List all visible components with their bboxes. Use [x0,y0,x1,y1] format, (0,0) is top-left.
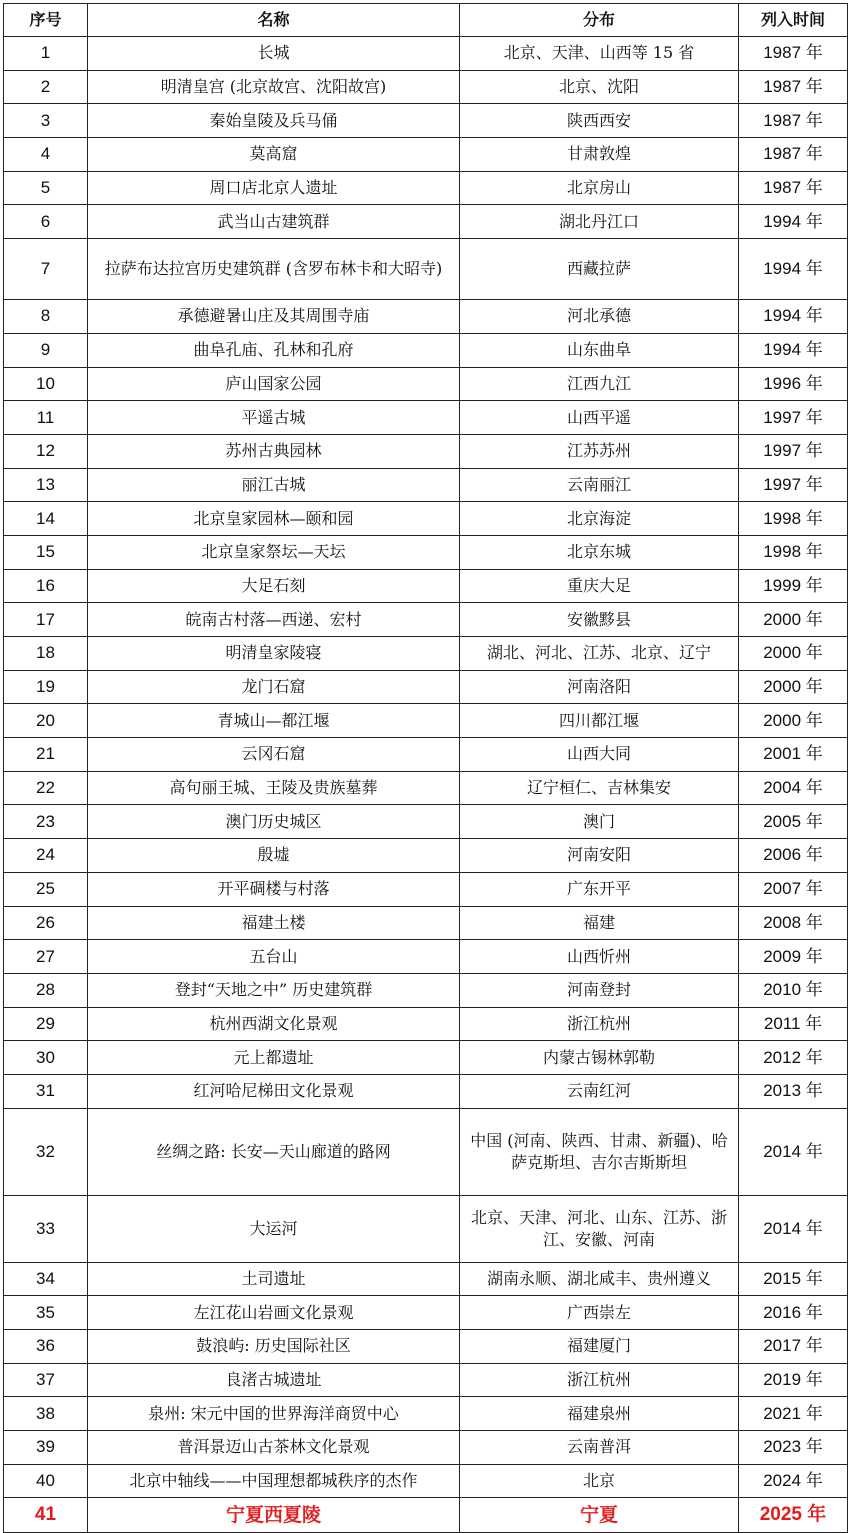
heritage-distribution: 安徽黟县 [460,603,739,637]
heritage-name: 鼓浪屿: 历史国际社区 [88,1330,460,1364]
row-number: 13 [4,468,88,502]
inscription-year: 2004 年 [739,771,848,805]
heritage-name: 龙门石窟 [88,670,460,704]
inscription-year: 2008 年 [739,906,848,940]
row-number: 21 [4,738,88,772]
heritage-name: 大运河 [88,1195,460,1262]
heritage-distribution: 山东曲阜 [460,333,739,367]
heritage-name: 高句丽王城、王陵及贵族墓葬 [88,771,460,805]
heritage-distribution: 浙江杭州 [460,1363,739,1397]
inscription-year: 1994 年 [739,300,848,334]
table-row [4,1330,848,1364]
inscription-year: 2014 年 [739,1195,848,1262]
row-number: 17 [4,603,88,637]
heritage-distribution: 澳门 [460,805,739,839]
table-row [4,771,848,805]
heritage-distribution: 湖南永顺、湖北咸丰、贵州遵义 [460,1262,739,1296]
table-row [4,973,848,1007]
heritage-name: 普洱景迈山古茶林文化景观 [88,1431,460,1465]
heritage-distribution: 山西忻州 [460,940,739,974]
heritage-name: 曲阜孔庙、孔林和孔府 [88,333,460,367]
heritage-distribution: 河南登封 [460,973,739,1007]
row-number: 32 [4,1108,88,1195]
table-row [4,1431,848,1465]
table-row [4,239,848,300]
row-number: 36 [4,1330,88,1364]
heritage-name: 泉州: 宋元中国的世界海洋商贸中心 [88,1397,460,1431]
heritage-name: 北京皇家园林—颐和园 [88,502,460,536]
row-number: 39 [4,1431,88,1465]
heritage-distribution: 福建泉州 [460,1397,739,1431]
heritage-name: 云冈石窟 [88,738,460,772]
inscription-year: 1987 年 [739,104,848,138]
inscription-year: 2010 年 [739,973,848,1007]
row-number: 27 [4,940,88,974]
inscription-year: 2005 年 [739,805,848,839]
row-number: 18 [4,637,88,671]
heritage-name: 北京皇家祭坛—天坛 [88,535,460,569]
table-row [4,569,848,603]
inscription-year: 2009 年 [739,940,848,974]
heritage-distribution: 重庆大足 [460,569,739,603]
table-row [4,670,848,704]
heritage-distribution: 辽宁桓仁、吉林集安 [460,771,739,805]
heritage-distribution: 宁夏 [460,1498,739,1533]
heritage-distribution: 浙江杭州 [460,1007,739,1041]
heritage-distribution: 北京、天津、山西等 15 省 [460,37,739,71]
inscription-year: 2013 年 [739,1074,848,1108]
table-row [4,434,848,468]
heritage-name: 土司遗址 [88,1262,460,1296]
table-row [4,1108,848,1195]
table-row [4,205,848,239]
heritage-distribution: 河北承德 [460,300,739,334]
heritage-distribution: 西藏拉萨 [460,239,739,300]
heritage-name: 丽江古城 [88,468,460,502]
row-number: 5 [4,171,88,205]
inscription-year: 2023 年 [739,1431,848,1465]
row-number: 40 [4,1464,88,1498]
heritage-distribution: 江西九江 [460,367,739,401]
row-number: 8 [4,300,88,334]
inscription-year: 2021 年 [739,1397,848,1431]
row-number: 33 [4,1195,88,1262]
inscription-year: 2007 年 [739,872,848,906]
row-number: 6 [4,205,88,239]
heritage-distribution: 北京东城 [460,535,739,569]
heritage-distribution: 河南安阳 [460,839,739,873]
header-row [4,4,848,37]
heritage-name: 苏州古典园林 [88,434,460,468]
heritage-name: 承德避暑山庄及其周围寺庙 [88,300,460,334]
heritage-distribution: 湖北、河北、江苏、北京、辽宁 [460,637,739,671]
table-row [4,1041,848,1075]
table-row [4,738,848,772]
table-body [4,37,848,1533]
row-number: 11 [4,401,88,435]
header-distribution: 分布 [460,4,739,37]
inscription-year: 1997 年 [739,401,848,435]
inscription-year: 2000 年 [739,704,848,738]
heritage-name: 丝绸之路: 长安—天山廊道的路网 [88,1108,460,1195]
table-row [4,70,848,104]
table-row [4,535,848,569]
inscription-year: 2019 年 [739,1363,848,1397]
table-row [4,1074,848,1108]
heritage-distribution: 广东开平 [460,872,739,906]
heritage-name: 登封“天地之中” 历史建筑群 [88,973,460,1007]
heritage-distribution: 云南丽江 [460,468,739,502]
heritage-name: 元上都遗址 [88,1041,460,1075]
heritage-name: 皖南古村落—西递、宏村 [88,603,460,637]
heritage-distribution: 北京、天津、河北、山东、江苏、浙江、安徽、河南 [460,1195,739,1262]
heritage-name: 拉萨布达拉宫历史建筑群 (含罗布林卡和大昭寺) [88,239,460,300]
row-number: 29 [4,1007,88,1041]
inscription-year: 2011 年 [739,1007,848,1041]
inscription-year: 2012 年 [739,1041,848,1075]
heritage-name: 莫高窟 [88,138,460,172]
row-number: 23 [4,805,88,839]
inscription-year: 1997 年 [739,434,848,468]
row-number: 14 [4,502,88,536]
table-row [4,138,848,172]
inscription-year: 1998 年 [739,502,848,536]
row-number: 19 [4,670,88,704]
header-year: 列入时间 [739,4,848,37]
row-number: 26 [4,906,88,940]
row-number: 16 [4,569,88,603]
heritage-name: 大足石刻 [88,569,460,603]
table-row [4,401,848,435]
heritage-distribution: 福建厦门 [460,1330,739,1364]
table-row [4,502,848,536]
inscription-year: 1987 年 [739,70,848,104]
table-row [4,171,848,205]
table-row [4,104,848,138]
heritage-name: 青城山—都江堰 [88,704,460,738]
table-row [4,1262,848,1296]
heritage-name: 澳门历史城区 [88,805,460,839]
row-number: 35 [4,1296,88,1330]
row-number: 24 [4,839,88,873]
heritage-name: 红河哈尼梯田文化景观 [88,1074,460,1108]
inscription-year: 1987 年 [739,138,848,172]
row-number: 9 [4,333,88,367]
heritage-name: 宁夏西夏陵 [88,1498,460,1533]
heritage-distribution: 北京、沈阳 [460,70,739,104]
row-number: 1 [4,37,88,71]
row-number: 20 [4,704,88,738]
heritage-name: 杭州西湖文化景观 [88,1007,460,1041]
heritage-name: 五台山 [88,940,460,974]
inscription-year: 2024 年 [739,1464,848,1498]
inscription-year: 1994 年 [739,205,848,239]
table-row [4,805,848,839]
heritage-distribution: 云南红河 [460,1074,739,1108]
inscription-year: 2000 年 [739,637,848,671]
table-row [4,37,848,71]
heritage-distribution: 内蒙古锡林郭勒 [460,1041,739,1075]
inscription-year: 2006 年 [739,839,848,873]
heritage-table [3,3,848,1533]
heritage-distribution: 陕西西安 [460,104,739,138]
table-row [4,603,848,637]
heritage-name: 开平碉楼与村落 [88,872,460,906]
heritage-name: 平遥古城 [88,401,460,435]
inscription-year: 1987 年 [739,37,848,71]
table-row [4,906,848,940]
table-row [4,1195,848,1262]
row-number: 31 [4,1074,88,1108]
heritage-name: 秦始皇陵及兵马俑 [88,104,460,138]
table-row [4,1296,848,1330]
row-number: 41 [4,1498,88,1533]
row-number: 22 [4,771,88,805]
inscription-year: 1996 年 [739,367,848,401]
table-row [4,468,848,502]
heritage-name: 良渚古城遗址 [88,1363,460,1397]
table-row [4,1498,848,1533]
row-number: 34 [4,1262,88,1296]
row-number: 30 [4,1041,88,1075]
table-row [4,940,848,974]
inscription-year: 1998 年 [739,535,848,569]
row-number: 7 [4,239,88,300]
heritage-distribution: 山西平遥 [460,401,739,435]
row-number: 10 [4,367,88,401]
heritage-name: 福建土楼 [88,906,460,940]
header-name: 名称 [88,4,460,37]
heritage-distribution: 北京 [460,1464,739,1498]
inscription-year: 2025 年 [739,1498,848,1533]
heritage-name: 周口店北京人遗址 [88,171,460,205]
heritage-distribution: 山西大同 [460,738,739,772]
table-row [4,637,848,671]
heritage-distribution: 北京房山 [460,171,739,205]
heritage-distribution: 中国 (河南、陕西、甘肃、新疆)、哈萨克斯坦、吉尔吉斯斯坦 [460,1108,739,1195]
table-row [4,704,848,738]
heritage-name: 北京中轴线——中国理想都城秩序的杰作 [88,1464,460,1498]
heritage-distribution: 广西崇左 [460,1296,739,1330]
inscription-year: 2016 年 [739,1296,848,1330]
row-number: 15 [4,535,88,569]
heritage-distribution: 云南普洱 [460,1431,739,1465]
row-number: 25 [4,872,88,906]
header-no: 序号 [4,4,88,37]
table-row [4,300,848,334]
heritage-name: 殷墟 [88,839,460,873]
heritage-distribution: 江苏苏州 [460,434,739,468]
heritage-name: 长城 [88,37,460,71]
inscription-year: 2015 年 [739,1262,848,1296]
table-row [4,333,848,367]
row-number: 3 [4,104,88,138]
inscription-year: 2001 年 [739,738,848,772]
heritage-name: 左江花山岩画文化景观 [88,1296,460,1330]
heritage-name: 明清皇家陵寝 [88,637,460,671]
table-row [4,367,848,401]
table-row [4,1007,848,1041]
row-number: 38 [4,1397,88,1431]
inscription-year: 1994 年 [739,333,848,367]
inscription-year: 1994 年 [739,239,848,300]
heritage-distribution: 福建 [460,906,739,940]
inscription-year: 2017 年 [739,1330,848,1364]
row-number: 12 [4,434,88,468]
heritage-distribution: 四川都江堰 [460,704,739,738]
row-number: 28 [4,973,88,1007]
row-number: 2 [4,70,88,104]
inscription-year: 2000 年 [739,670,848,704]
inscription-year: 2000 年 [739,603,848,637]
heritage-name: 明清皇宫 (北京故宫、沈阳故宫) [88,70,460,104]
heritage-name: 武当山古建筑群 [88,205,460,239]
row-number: 4 [4,138,88,172]
row-number: 37 [4,1363,88,1397]
inscription-year: 1997 年 [739,468,848,502]
inscription-year: 1999 年 [739,569,848,603]
table-row [4,1464,848,1498]
heritage-distribution: 河南洛阳 [460,670,739,704]
table-row [4,1363,848,1397]
heritage-distribution: 北京海淀 [460,502,739,536]
heritage-name: 庐山国家公园 [88,367,460,401]
inscription-year: 2014 年 [739,1108,848,1195]
heritage-distribution: 湖北丹江口 [460,205,739,239]
inscription-year: 1987 年 [739,171,848,205]
table-row [4,839,848,873]
table-row [4,872,848,906]
heritage-distribution: 甘肃敦煌 [460,138,739,172]
table-row [4,1397,848,1431]
